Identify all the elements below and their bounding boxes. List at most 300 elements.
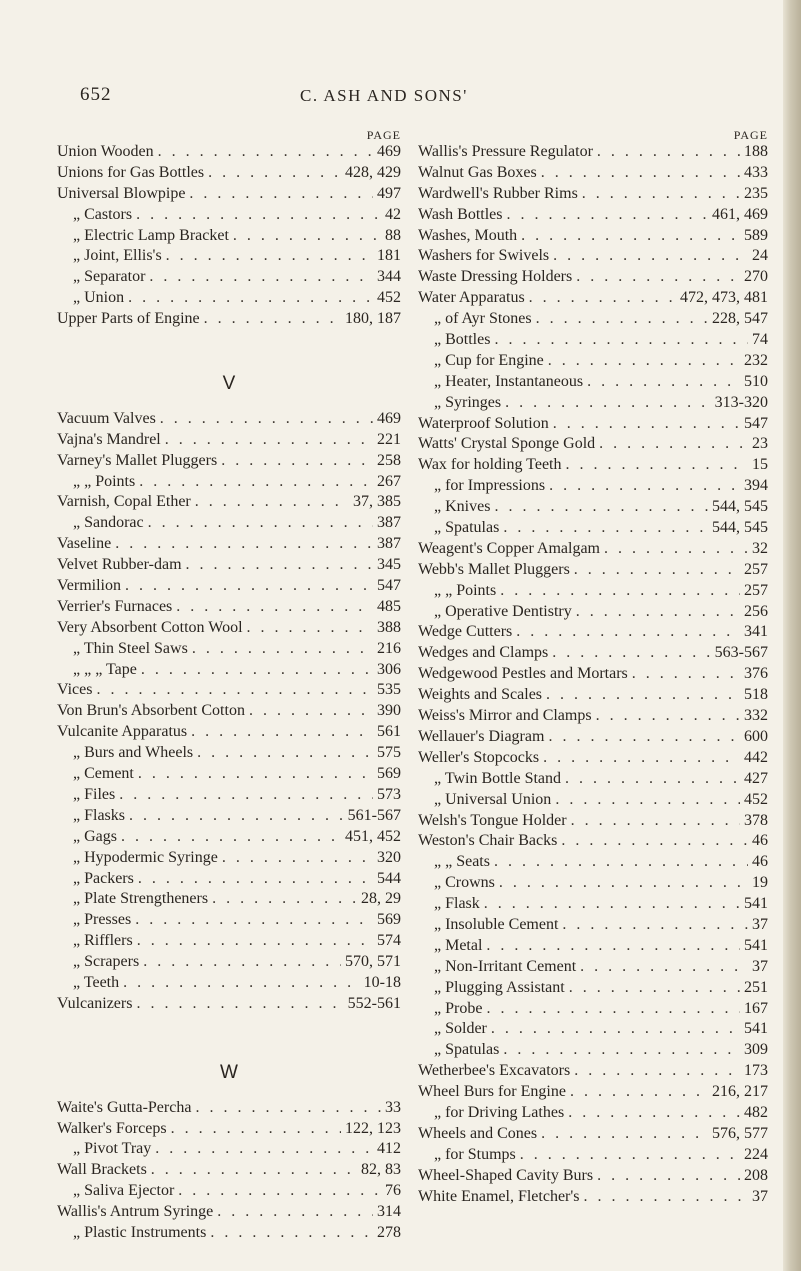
entry-page: 208 [744,1166,768,1184]
dot-leader [222,848,373,869]
entry-page: 37 [752,1187,768,1205]
entry-page: 314 [377,1203,401,1221]
entry-term: Wallis's Antrum Syringe [57,1203,214,1221]
entry-term: White Enamel, Fletcher's [418,1187,580,1205]
entry-page: 561 [377,723,401,741]
index-entry [418,476,774,497]
index-entry [57,952,401,973]
entry-page: 387 [377,514,401,532]
index-entry [57,869,401,890]
entry-term: „ „ Seats [434,853,490,871]
entry-term: „ Spatulas [434,1041,500,1059]
entry-term: Wheels and Cones [418,1124,538,1142]
index-entry [418,999,774,1020]
entry-term: „ Syringes [434,393,502,411]
dot-leader [149,267,373,288]
index-entry [418,455,774,476]
entry-page: 258 [377,451,401,469]
index-entry [418,894,774,915]
entry-page: 563-567 [714,644,768,662]
entry-page: 221 [377,430,401,448]
entry-term: „ Rifflers [73,932,133,950]
dot-leader [494,852,748,873]
index-entry [418,915,774,936]
dot-leader [548,351,740,372]
entry-page: 37, 385 [353,493,401,511]
index-entry [418,267,774,288]
index-entry [418,664,774,685]
dot-leader [129,806,344,827]
entry-term: Washers for Swivels [418,247,550,265]
entry-page: 388 [377,618,401,636]
index-entry [57,618,401,639]
entry-term: „ Insoluble Cement [434,915,559,933]
entry-page: 24 [752,247,768,265]
dot-leader [486,999,740,1020]
index-entry [418,330,774,351]
entry-page: 228, 547 [712,310,768,328]
index-entry [57,555,401,576]
entry-page: 10-18 [363,973,401,991]
entry-term: „ Hypodermic Syringe [73,848,218,866]
index-entry [418,622,774,643]
index-entry [418,748,774,769]
entry-term: „ Thin Steel Saws [73,639,188,657]
dot-leader [553,414,740,435]
page-column-label: PAGE [733,128,768,142]
entry-page: 74 [752,331,768,349]
entry-page: 257 [744,560,768,578]
entry-page: 589 [744,226,768,244]
entry-page: 216 [377,639,401,657]
entry-term: „ Gags [73,827,117,845]
index-entry [418,1124,774,1145]
entry-term: Upper Parts of Engine [57,310,200,328]
dot-leader [121,827,341,848]
dot-leader [568,1103,740,1124]
dot-leader [166,246,373,267]
entry-term: „ Cup for Engine [434,351,544,369]
entry-term: Webb's Mallet Pluggers [418,560,570,578]
index-entry [57,931,401,952]
entry-term: „ Spatulas [434,519,500,537]
entry-term: „ Flasks [73,806,125,824]
entry-term: „ Cement [73,765,134,783]
dot-leader [499,873,748,894]
entries-v [57,409,401,1015]
dot-leader [191,722,373,743]
entry-page: 428, 429 [345,163,401,181]
index-entry [418,936,774,957]
entry-term: Wheel-Shaped Cavity Burs [418,1166,594,1184]
entry-page: 320 [377,848,401,866]
entry-term: „ Electric Lamp Bracket [73,226,229,244]
entry-page: 570, 571 [345,953,401,971]
index-entry [418,414,774,435]
dot-leader [516,622,740,643]
entry-term: „ Metal [434,936,483,954]
dot-leader [247,618,373,639]
dot-leader [136,205,381,226]
index-entry [418,811,774,832]
entry-page: 270 [744,268,768,286]
entry-page: 485 [377,597,401,615]
dot-leader [541,1124,708,1145]
entry-page: 547 [377,577,401,595]
index-entry [418,393,774,414]
dot-leader [576,267,740,288]
entry-term: „ Plugging Assistant [434,978,565,996]
index-entry [418,288,774,309]
index-entry [57,142,401,163]
index-entry [57,806,401,827]
page-column-label: PAGE [366,128,401,142]
entry-page: 394 [744,477,768,495]
entry-page: 433 [744,163,768,181]
dot-leader [208,163,341,184]
entry-term: „ for Stumps [434,1145,516,1163]
dot-leader [151,1160,357,1181]
index-entry [57,226,401,247]
entry-term: Universal Blowpipe [57,184,186,202]
index-entry [57,409,401,430]
index-entry [57,205,401,226]
dot-leader [233,226,381,247]
index-entry [418,163,774,184]
dot-leader [570,1082,708,1103]
dot-leader [571,811,740,832]
dot-leader [562,915,748,936]
entry-term: Wax for holding Teeth [418,456,562,474]
dot-leader [486,936,740,957]
dot-leader [555,790,740,811]
entry-term: Weiss's Mirror and Clamps [418,707,592,725]
dot-leader [128,288,373,309]
dot-leader [505,393,711,414]
entry-page: 469 [377,143,401,160]
entry-page: 345 [377,556,401,574]
index-entry [57,701,401,722]
entry-term: „ Twin Bottle Stand [434,769,562,787]
dot-leader [561,831,748,852]
index-entry [57,1160,401,1181]
dot-leader [536,309,708,330]
dot-leader [541,163,740,184]
index-entry [57,472,401,493]
index-entry [418,184,774,205]
dot-leader [521,226,740,247]
dot-leader [574,560,740,581]
entry-term: Vaseline [57,535,112,553]
index-entry [418,790,774,811]
entry-page: 575 [377,744,401,762]
index-entry [57,309,401,330]
dot-leader [137,931,373,952]
dot-leader [192,639,373,660]
dot-leader [139,472,373,493]
entry-page: 76 [385,1182,401,1200]
dot-leader [96,680,373,701]
entry-term: Unions for Gas Bottles [57,163,205,181]
index-entry [57,722,401,743]
index-entry [418,978,774,999]
entry-term: Wheel Burs for Engine [418,1083,566,1101]
index-entry [57,1119,401,1140]
entry-page: 576, 577 [712,1124,768,1142]
dot-leader [503,518,708,539]
dot-leader [500,581,740,602]
entry-term: „ „ „ Tape [73,660,137,678]
entry-term: „ Crowns [434,874,495,892]
index-entry [57,1181,401,1202]
entry-term: „ Castors [73,205,133,223]
entry-page: 216, 217 [712,1083,768,1101]
index-entry [418,1103,774,1124]
entry-page: 574 [377,932,401,950]
section-letter-w: W [220,1061,238,1083]
index-entry [57,827,401,848]
entry-page: 461, 469 [712,205,768,223]
dot-leader [484,894,740,915]
dot-leader [582,184,740,205]
entry-term: „ Files [73,785,116,803]
entry-term: „ Separator [73,268,146,286]
entry-term: „ Flask [434,895,480,913]
entries-w-cont [418,142,774,1207]
dot-leader [195,1098,381,1119]
dot-leader [565,769,740,790]
entry-term: Walnut Gas Boxes [418,163,537,181]
dot-leader [176,597,373,618]
entry-term: Washes, Mouth [418,226,518,244]
entry-term: Wedges and Clamps [418,644,549,662]
dot-leader [189,184,373,205]
entry-page: 181 [377,247,401,265]
entry-page: 541 [744,895,768,913]
entry-page: 387 [377,535,401,553]
entry-page: 224 [744,1145,768,1163]
entry-term: „ Solder [434,1020,487,1038]
dot-leader [160,409,373,430]
dot-leader [119,785,373,806]
dot-leader [197,743,373,764]
entry-term: Union Wooden [57,143,154,160]
entry-term: „ Sandorac [73,514,144,532]
entries-u [57,142,401,330]
entry-term: Welsh's Tongue Holder [418,811,567,829]
index-entry [57,1139,401,1160]
entry-page: 88 [385,226,401,244]
entry-term: „ Teeth [73,973,120,991]
index-entry [57,764,401,785]
dot-leader [587,372,740,393]
index-entry [418,831,774,852]
index-entry [418,246,774,267]
entry-page: 497 [377,184,401,202]
dot-leader [574,1061,740,1082]
entry-page: 452 [744,790,768,808]
index-entry [57,785,401,806]
index-entry [57,1202,401,1223]
dot-leader [212,889,357,910]
entry-page: 32 [752,539,768,557]
entry-term: Wellauer's Diagram [418,727,545,745]
entry-term: Wedge Cutters [418,623,513,641]
entry-term: Velvet Rubber-dam [57,556,182,574]
index-entry [418,497,774,518]
entry-page: 472, 473, 481 [680,289,768,307]
dot-leader [138,869,373,890]
entry-term: „ „ Points [73,472,136,490]
dot-leader [491,1019,740,1040]
index-entry [418,873,774,894]
entry-page: 257 [744,581,768,599]
entry-page: 37 [752,957,768,975]
entry-term: Varnish, Copal Ether [57,493,191,511]
dot-leader [165,430,373,451]
entry-page: 561-567 [347,806,401,824]
entry-page: 256 [744,602,768,620]
entry-page: 167 [744,999,768,1017]
entry-page: 42 [385,205,401,223]
entry-term: Vices [57,681,93,699]
dot-leader [597,1166,740,1187]
index-entry [57,451,401,472]
index-entry [418,309,774,330]
entry-term: „ Universal Union [434,790,552,808]
entry-term: Weights and Scales [418,686,543,704]
dot-leader [494,330,748,351]
index-entry [418,706,774,727]
index-entry [57,576,401,597]
dot-leader [138,764,373,785]
entry-page: 341 [744,623,768,641]
index-entry [57,910,401,931]
entry-page: 427 [744,769,768,787]
entry-page: 313-320 [714,393,768,411]
entry-term: „ Probe [434,999,483,1017]
entry-term: Vajna's Mandrel [57,430,161,448]
index-entry [57,513,401,534]
index-entry [418,1082,774,1103]
dot-leader [552,643,710,664]
page-edge [783,0,801,1271]
index-entry [57,848,401,869]
index-entry [57,680,401,701]
entry-term: Wardwell's Rubber Rims [418,184,578,202]
index-entry [418,1019,774,1040]
dot-leader [576,602,740,623]
index-entry [57,288,401,309]
entry-term: „ Burs and Wheels [73,744,194,762]
entry-page: 569 [377,765,401,783]
dot-leader [543,748,740,769]
section-letter-v: V [222,373,236,395]
index-entry [418,957,774,978]
index-entry [418,1166,774,1187]
dot-leader [548,727,740,748]
dot-leader [546,685,740,706]
entry-term: „ for Impressions [434,477,546,495]
dot-leader [529,288,676,309]
dot-leader [141,660,373,681]
index-entry [418,685,774,706]
dot-leader [249,701,373,722]
entry-term: Wetherbee's Excavators [418,1062,571,1080]
dot-leader [195,492,349,513]
index-entry [418,581,774,602]
dot-leader [221,451,373,472]
dot-leader [596,706,740,727]
entry-term: Vermilion [57,577,121,595]
entry-page: 232 [744,351,768,369]
index-entry [57,973,401,994]
entry-term: „ Heater, Instantaneous [434,372,584,390]
entry-page: 267 [377,472,401,490]
index-entry [418,351,774,372]
dot-leader [123,973,360,994]
dot-leader [178,1181,381,1202]
dot-leader [158,142,373,163]
entry-page: 573 [377,785,401,803]
dot-leader [520,1145,740,1166]
entry-term: „ Bottles [434,331,491,349]
index-column-left [57,128,401,1244]
index-entry [57,743,401,764]
entry-term: Waite's Gutta-Percha [57,1098,192,1116]
index-entry [57,184,401,205]
entry-page: 33 [385,1098,401,1116]
entry-page: 569 [377,911,401,929]
index-entry [57,492,401,513]
index-entry [418,372,774,393]
entry-page: 535 [377,681,401,699]
entry-page: 344 [377,268,401,286]
entry-page: 278 [377,1223,401,1241]
entry-page: 378 [744,811,768,829]
index-entry [418,1061,774,1082]
entry-term: Weston's Chair Backs [418,832,558,850]
entry-term: „ Saliva Ejector [73,1182,175,1200]
dot-leader [155,1139,373,1160]
entry-term: „ Operative Dentistry [434,602,572,620]
entry-page: 547 [744,414,768,432]
running-head: C. ASH AND SONS' [300,86,468,105]
index-entry [57,246,401,267]
dot-leader [584,1187,749,1208]
index-entry [418,1187,774,1208]
entry-page: 180, 187 [345,310,401,328]
entry-page: 23 [752,435,768,453]
index-entry [57,430,401,451]
entry-page: 541 [744,936,768,954]
entry-page: 600 [744,727,768,745]
entry-page: 451, 452 [345,827,401,845]
dot-leader [136,994,343,1015]
entry-term: Wash Bottles [418,205,503,223]
index-column-right [418,128,774,1207]
entry-page: 188 [744,143,768,160]
entry-term: Verrier's Furnaces [57,597,173,615]
entry-term: Wallis's Pressure Regulator [418,143,593,160]
index-entry [418,769,774,790]
entry-page: 510 [744,372,768,390]
entry-term: Wedgewood Pestles and Mortars [418,665,628,683]
index-entry [57,1223,401,1244]
entry-term: Von Brun's Absorbent Cotton [57,702,245,720]
dot-leader [632,664,740,685]
index-entry [418,643,774,664]
